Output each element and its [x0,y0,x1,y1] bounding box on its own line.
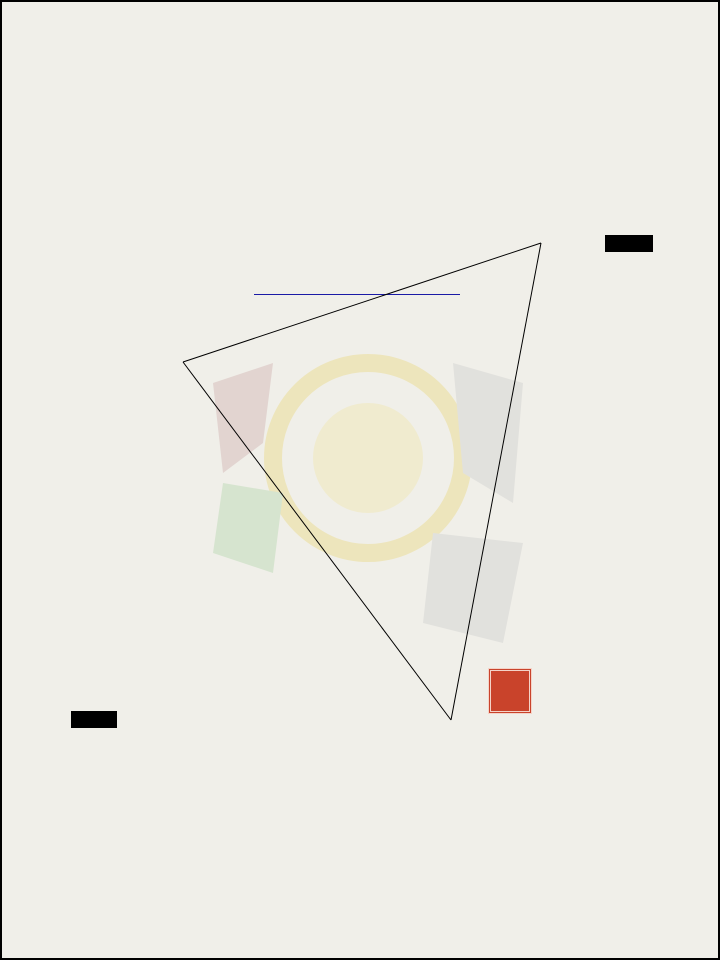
red-seal [488,668,532,714]
url-underline [254,294,460,295]
center-info-panel [183,243,541,720]
triet-marker [71,711,117,728]
watermark-logo [183,243,541,720]
tuan-marker [605,235,653,252]
